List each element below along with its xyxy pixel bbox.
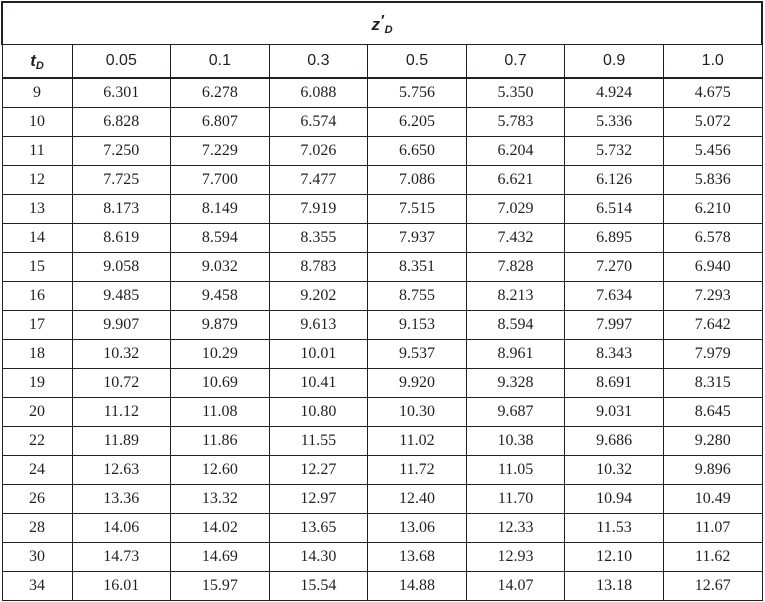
table-cell: 5.756 <box>368 78 467 108</box>
row-label-cell: 20 <box>2 398 72 427</box>
table-cell: 6.210 <box>663 195 762 224</box>
table-cell: 4.675 <box>663 78 762 108</box>
table-cell: 10.72 <box>72 369 171 398</box>
table-cell: 7.700 <box>171 166 270 195</box>
table-cell: 7.515 <box>368 195 467 224</box>
table-cell: 9.458 <box>171 282 270 311</box>
table-cell: 6.807 <box>171 108 270 137</box>
table-cell: 9.202 <box>269 282 368 311</box>
table-cell: 10.01 <box>269 340 368 369</box>
table-cell: 6.278 <box>171 78 270 108</box>
table-cell: 6.828 <box>72 108 171 137</box>
table-cell: 9.032 <box>171 253 270 282</box>
table-cell: 8.315 <box>663 369 762 398</box>
table-cell: 9.058 <box>72 253 171 282</box>
table-cell: 8.594 <box>466 311 565 340</box>
table-cell: 9.686 <box>565 427 664 456</box>
row-label-cell: 30 <box>2 543 72 572</box>
table-row <box>2 311 762 340</box>
table-cell: 10.69 <box>171 369 270 398</box>
table-cell: 7.293 <box>663 282 762 311</box>
table-cell: 8.173 <box>72 195 171 224</box>
table-cell: 14.73 <box>72 543 171 572</box>
table-cell: 14.07 <box>466 572 565 601</box>
table-cell: 6.574 <box>269 108 368 137</box>
table-cell: 9.328 <box>466 369 565 398</box>
row-label-cell: 28 <box>2 514 72 543</box>
table-cell: 7.642 <box>663 311 762 340</box>
table-cell: 13.18 <box>565 572 664 601</box>
table-cell: 12.93 <box>466 543 565 572</box>
table-cell: 13.68 <box>368 543 467 572</box>
table-cell: 10.32 <box>72 340 171 369</box>
table-cell: 11.62 <box>663 543 762 572</box>
table-cell: 11.86 <box>171 427 270 456</box>
table-cell: 13.06 <box>368 514 467 543</box>
table-cell: 13.32 <box>171 485 270 514</box>
table-cell: 6.514 <box>565 195 664 224</box>
column-header: 1.0 <box>663 45 762 79</box>
table-cell: 6.621 <box>466 166 565 195</box>
column-header: 0.1 <box>171 45 270 79</box>
table-cell: 9.687 <box>466 398 565 427</box>
table-cell: 5.456 <box>663 137 762 166</box>
table-row <box>2 195 762 224</box>
table-cell: 10.30 <box>368 398 467 427</box>
table-cell: 9.031 <box>565 398 664 427</box>
row-label-cell: 26 <box>2 485 72 514</box>
table-cell: 6.578 <box>663 224 762 253</box>
table-cell: 7.634 <box>565 282 664 311</box>
table-cell: 10.94 <box>565 485 664 514</box>
table-cell: 9.920 <box>368 369 467 398</box>
table-cell: 10.29 <box>171 340 270 369</box>
table-cell: 7.725 <box>72 166 171 195</box>
column-header: 0.9 <box>565 45 664 79</box>
table-row <box>2 427 762 456</box>
table-cell: 12.40 <box>368 485 467 514</box>
table-cell: 14.69 <box>171 543 270 572</box>
table-row <box>2 166 762 195</box>
table-cell: 7.477 <box>269 166 368 195</box>
table-cell: 7.029 <box>466 195 565 224</box>
row-label-cell: 18 <box>2 340 72 369</box>
table-row <box>2 456 762 485</box>
row-label-cell: 16 <box>2 282 72 311</box>
table-row <box>2 514 762 543</box>
row-header-label: $t_D$ <box>2 45 72 79</box>
table-cell: 9.537 <box>368 340 467 369</box>
table-cell: 7.229 <box>171 137 270 166</box>
group-header-row <box>2 2 762 45</box>
table-row <box>2 398 762 427</box>
table-cell: 8.691 <box>565 369 664 398</box>
table-cell: 7.828 <box>466 253 565 282</box>
table-cell: 11.89 <box>72 427 171 456</box>
column-header: 0.05 <box>72 45 171 79</box>
table-cell: 7.979 <box>663 340 762 369</box>
table-cell: 14.88 <box>368 572 467 601</box>
table-cell: 6.204 <box>466 137 565 166</box>
row-label-cell: 12 <box>2 166 72 195</box>
column-header-row <box>2 45 762 79</box>
table-cell: 9.280 <box>663 427 762 456</box>
table-row <box>2 369 762 398</box>
table-cell: 11.70 <box>466 485 565 514</box>
table-row <box>2 78 762 108</box>
group-header <box>2 2 762 45</box>
table-cell: 9.879 <box>171 311 270 340</box>
table-cell: 12.27 <box>269 456 368 485</box>
table-cell: 10.80 <box>269 398 368 427</box>
row-label-cell: 11 <box>2 137 72 166</box>
table-cell: 11.55 <box>269 427 368 456</box>
table-cell: 9.153 <box>368 311 467 340</box>
row-label-cell: 24 <box>2 456 72 485</box>
table-cell: 8.961 <box>466 340 565 369</box>
table-row <box>2 224 762 253</box>
table-cell: 8.783 <box>269 253 368 282</box>
table-cell: 11.72 <box>368 456 467 485</box>
table-cell: 7.432 <box>466 224 565 253</box>
table-cell: 11.53 <box>565 514 664 543</box>
table-cell: 5.336 <box>565 108 664 137</box>
table-cell: 12.10 <box>565 543 664 572</box>
table-cell: 14.06 <box>72 514 171 543</box>
table-cell: 7.086 <box>368 166 467 195</box>
table-cell: 6.126 <box>565 166 664 195</box>
table-cell: 6.895 <box>565 224 664 253</box>
row-label-cell: 10 <box>2 108 72 137</box>
table-cell: 11.12 <box>72 398 171 427</box>
table-cell: 10.49 <box>663 485 762 514</box>
table-cell: 7.919 <box>269 195 368 224</box>
table-cell: 12.63 <box>72 456 171 485</box>
table-row <box>2 543 762 572</box>
table-cell: 13.65 <box>269 514 368 543</box>
table-cell: 9.485 <box>72 282 171 311</box>
table-cell: 6.088 <box>269 78 368 108</box>
table-cell: 14.30 <box>269 543 368 572</box>
table-body <box>2 78 762 601</box>
table-row <box>2 253 762 282</box>
table-cell: 6.205 <box>368 108 467 137</box>
table-cell: 12.33 <box>466 514 565 543</box>
table-cell: 16.01 <box>72 572 171 601</box>
table-cell: 9.907 <box>72 311 171 340</box>
table-cell: 6.650 <box>368 137 467 166</box>
table-cell: 8.351 <box>368 253 467 282</box>
table-row <box>2 282 762 311</box>
table-cell: 11.07 <box>663 514 762 543</box>
table-cell: 12.97 <box>269 485 368 514</box>
table-cell: 8.213 <box>466 282 565 311</box>
table-cell: 13.36 <box>72 485 171 514</box>
table-cell: 5.783 <box>466 108 565 137</box>
table-cell: 9.613 <box>269 311 368 340</box>
table-cell: 12.67 <box>663 572 762 601</box>
table-cell: 4.924 <box>565 78 664 108</box>
table-cell: 8.355 <box>269 224 368 253</box>
column-header: 0.3 <box>269 45 368 79</box>
table-cell: 15.54 <box>269 572 368 601</box>
table-cell: 7.937 <box>368 224 467 253</box>
table-row <box>2 485 762 514</box>
z-d-prime-label: $z'_D$ <box>371 11 393 36</box>
table-cell: 12.60 <box>171 456 270 485</box>
table-cell: 7.026 <box>269 137 368 166</box>
table-cell: 8.594 <box>171 224 270 253</box>
table-row <box>2 340 762 369</box>
row-label-cell: 15 <box>2 253 72 282</box>
table-cell: 8.645 <box>663 398 762 427</box>
column-header: 0.5 <box>368 45 467 79</box>
row-label-cell: 34 <box>2 572 72 601</box>
table-cell: 10.41 <box>269 369 368 398</box>
table-cell: 7.997 <box>565 311 664 340</box>
table-cell: 6.940 <box>663 253 762 282</box>
table-cell: 10.38 <box>466 427 565 456</box>
table-cell: 5.836 <box>663 166 762 195</box>
table-cell: 11.05 <box>466 456 565 485</box>
table-cell: 8.149 <box>171 195 270 224</box>
row-label-cell: 14 <box>2 224 72 253</box>
table-cell: 5.072 <box>663 108 762 137</box>
table-cell: 10.32 <box>565 456 664 485</box>
table-cell: 7.250 <box>72 137 171 166</box>
column-header: 0.7 <box>466 45 565 79</box>
table-cell: 5.350 <box>466 78 565 108</box>
row-label-cell: 19 <box>2 369 72 398</box>
table-cell: 9.896 <box>663 456 762 485</box>
table-cell: 8.619 <box>72 224 171 253</box>
table-cell: 8.755 <box>368 282 467 311</box>
table-row <box>2 108 762 137</box>
table-cell: 5.732 <box>565 137 664 166</box>
data-table <box>1 1 763 601</box>
row-label-cell: 22 <box>2 427 72 456</box>
table-row <box>2 572 762 601</box>
table-cell: 11.08 <box>171 398 270 427</box>
table-cell: 15.97 <box>171 572 270 601</box>
table-cell: 14.02 <box>171 514 270 543</box>
table-cell: 8.343 <box>565 340 664 369</box>
row-label-cell: 17 <box>2 311 72 340</box>
row-label-cell: 9 <box>2 78 72 108</box>
table-cell: 11.02 <box>368 427 467 456</box>
table-cell: 6.301 <box>72 78 171 108</box>
table-cell: 7.270 <box>565 253 664 282</box>
table-row <box>2 137 762 166</box>
row-label-cell: 13 <box>2 195 72 224</box>
